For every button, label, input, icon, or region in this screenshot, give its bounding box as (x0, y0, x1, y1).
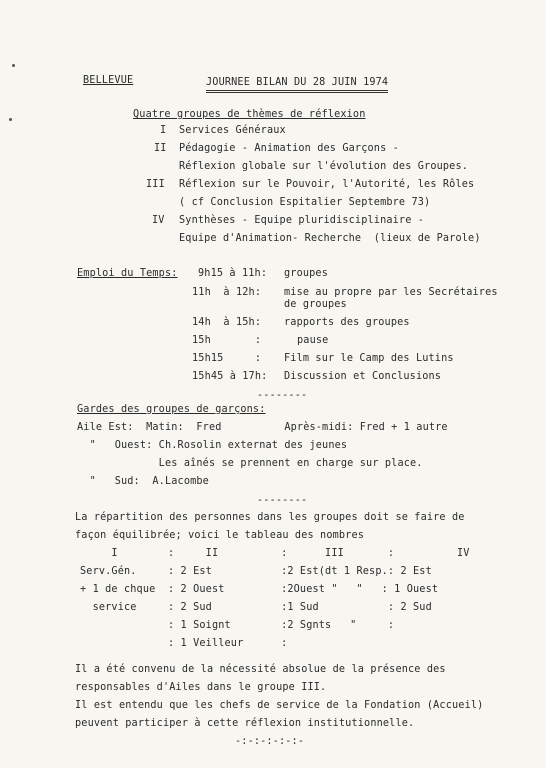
schedule-activity: mise au propre par les Secrétaires (284, 287, 498, 298)
margin-dot (12, 64, 15, 67)
schedule-time: 15h45 à 17h: (192, 371, 268, 382)
gardes-line: " Sud: A.Lacombe (77, 476, 209, 487)
themes-heading: Quatre groupes de thèmes de réflexion (133, 109, 366, 120)
footer-paragraph: Il a été convenu de la nécessité absolue de la présence des (75, 664, 446, 675)
schedule-time: 11h à 12h: (192, 287, 262, 298)
theme-line: Equipe d'Animation- Recherche (lieux de Parole) (179, 233, 481, 244)
schedule-activity: groupes (284, 268, 328, 279)
schedule-label: Emploi du Temps: (77, 268, 178, 279)
header-location: BELLEVUE (83, 75, 134, 86)
schedule-activity: rapports des groupes (284, 317, 410, 328)
schedule-activity: pause (297, 335, 329, 346)
schedule-activity: Film sur le Camp des Lutins (284, 353, 454, 364)
gardes-line: Aile Est: Matin: Fred Après-midi: Fred + 1 autre (77, 422, 448, 433)
theme-line: Services Généraux (179, 125, 286, 136)
footer-paragraph: Il est entendu que les chefs de service de la Fondation (Accueil) (75, 700, 484, 711)
repartition-table-line: + 1 de chque : 2 Ouest :2Ouest " " : 1 Ouest (80, 584, 439, 595)
end-mark: -:-:-:-:-:- (235, 736, 305, 747)
repartition-table-line: : 1 Veilleur : (80, 638, 288, 649)
gardes-line: " Ouest: Ch.Rosolin externat des jeunes (77, 440, 348, 451)
document-title: JOURNEE BILAN DU 28 JUIN 1974 (206, 77, 388, 93)
repartition-table-line: Serv.Gén. : 2 Est :2 Est(dt 1 Resp.: 2 Est (80, 566, 432, 577)
footer-paragraph: peuvent participer à cette réflexion institutionnelle. (75, 718, 415, 729)
theme-number: III (146, 179, 165, 190)
theme-number: I (160, 125, 167, 136)
separator: -------- (257, 390, 308, 401)
schedule-activity: Discussion et Conclusions (284, 371, 442, 382)
theme-line: Synthèses - Equipe pluridisciplinaire - (179, 215, 425, 226)
repartition-intro: façon équilibrée; voici le tableau des nombres (75, 530, 365, 541)
schedule-time: 9h15 à 11h: (198, 268, 268, 279)
gardes-heading: Gardes des groupes de garçons: (77, 404, 266, 415)
theme-number: II (154, 143, 167, 154)
theme-line: Réflexion sur le Pouvoir, l'Autorité, les Rôles (179, 179, 475, 190)
footer-paragraph: responsables d'Ailes dans le groupe III. (75, 682, 327, 693)
schedule-time: 15h : (192, 335, 262, 346)
theme-number: IV (152, 215, 165, 226)
repartition-table-line: I : II : III : IV (80, 548, 470, 559)
schedule-activity: de groupes (284, 299, 347, 310)
repartition-table-line: service : 2 Sud :1 Sud : 2 Sud (80, 602, 432, 613)
repartition-table-line: : 1 Soignt :2 Sgnts " : (80, 620, 395, 631)
margin-dot (9, 118, 12, 121)
theme-line: ( cf Conclusion Espitalier Septembre 73) (179, 197, 431, 208)
schedule-time: 15h15 : (192, 353, 262, 364)
repartition-intro: La répartition des personnes dans les groupes doit se faire de (75, 512, 465, 523)
theme-line: Réflexion globale sur l'évolution des Groupes. (179, 161, 469, 172)
gardes-line: Les aînés se prennent en charge sur place. (77, 458, 423, 469)
separator: -------- (257, 495, 308, 506)
schedule-time: 14h à 15h: (192, 317, 262, 328)
theme-line: Pédagogie - Animation des Garçons - (179, 143, 399, 154)
